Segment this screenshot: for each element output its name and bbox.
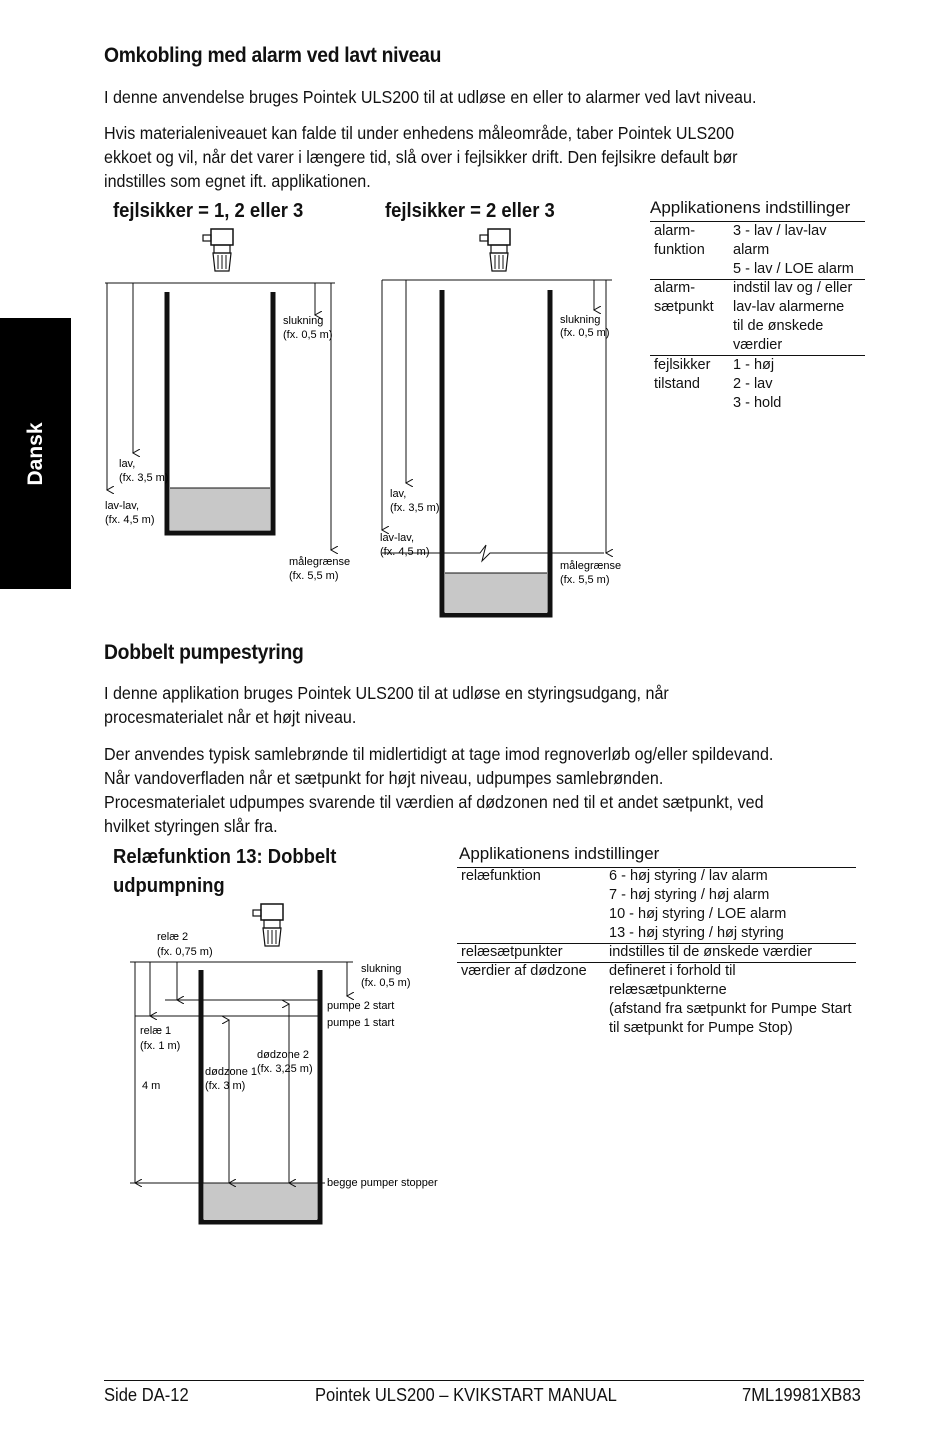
table-value: 3 - hold bbox=[733, 395, 782, 411]
text-line: indstilles som egnet ift. applikationen. bbox=[104, 171, 371, 191]
diagram3-title bbox=[113, 842, 336, 900]
diagram2-title: fejlsikker = 2 eller 3 bbox=[385, 199, 555, 222]
table-value: lav-lav alarmerne bbox=[733, 299, 845, 315]
tank-diagram-left bbox=[95, 225, 355, 595]
table-value: til de ønskede bbox=[733, 318, 824, 334]
table-value: (afstand fra sætpunkt for Pumpe Start bbox=[609, 1001, 852, 1017]
stop-label: begge pumper stopper bbox=[327, 1177, 438, 1189]
section1-paragraph2 bbox=[104, 121, 738, 193]
pumpe2-label: pumpe 2 start bbox=[327, 1000, 395, 1012]
sensor-icon bbox=[253, 904, 283, 946]
material-fill bbox=[445, 573, 547, 613]
rele1-label: relæ 1 bbox=[140, 1025, 172, 1037]
table-value: relæsætpunkterne bbox=[609, 982, 727, 998]
table-key: alarm- bbox=[654, 223, 696, 239]
table-key: fejlsikker bbox=[654, 357, 711, 373]
table-key: relæfunktion bbox=[461, 868, 541, 884]
slukning-value: (fx. 0,5 m) bbox=[560, 327, 610, 339]
lav-label: lav, bbox=[390, 488, 407, 500]
table-value: 6 - høj styring / lav alarm bbox=[609, 868, 768, 884]
table-key: relæsætpunkter bbox=[461, 944, 563, 960]
rele2-label: relæ 2 bbox=[157, 931, 189, 943]
footer-doc-number: 7ML19981XB83 bbox=[742, 1385, 861, 1405]
table-value: indstil lav og / eller bbox=[733, 280, 853, 296]
lavlav-label: lav-lav, bbox=[380, 532, 415, 544]
section2-paragraph2 bbox=[104, 742, 773, 838]
settings-table-2 bbox=[459, 844, 659, 863]
footer-title: Pointek ULS200 – KVIKSTART MANUAL bbox=[315, 1385, 617, 1405]
table-title: Applikationens indstillinger bbox=[459, 844, 660, 863]
table-value: defineret i forhold til bbox=[609, 963, 736, 979]
text-line: I denne applikation bruges Pointek ULS200 til at udløse en styringsudgang, når bbox=[104, 683, 669, 703]
table-value: 5 - lav / LOE alarm bbox=[733, 261, 854, 277]
rele2-value: (fx. 0,75 m) bbox=[157, 946, 213, 958]
text-line: Hvis materialeniveauet kan falde til under enhedens måleområde, taber Pointek ULS200 bbox=[104, 123, 735, 143]
text-line: Der anvendes typisk samlebrønde til midlertidigt at tage imod regnoverløb og/eller spildevand. bbox=[104, 744, 774, 764]
slukning-value: (fx. 0,5 m) bbox=[361, 977, 411, 989]
fourm-label: 4 m bbox=[142, 1080, 161, 1092]
malegraense-value: (fx. 5,5 m) bbox=[560, 574, 610, 586]
title-line: Relæfunktion 13: Dobbelt bbox=[113, 845, 337, 868]
table-value: 7 - høj styring / høj alarm bbox=[609, 887, 770, 903]
section2-paragraph1 bbox=[104, 681, 669, 729]
dodzone2-label: dødzone 2 bbox=[257, 1049, 309, 1061]
lav-label: lav, bbox=[119, 458, 136, 470]
pumpe1-label: pumpe 1 start bbox=[327, 1017, 395, 1029]
table-title: Applikationens indstillinger bbox=[650, 198, 851, 217]
table-value: værdier bbox=[733, 337, 783, 353]
slukning-label: slukning bbox=[361, 963, 402, 975]
slukning-label: slukning bbox=[283, 315, 324, 327]
slukning-value: (fx. 0,5 m) bbox=[283, 329, 333, 341]
table-key: funktion bbox=[654, 242, 705, 258]
text-line: Når vandoverfladen når et sætpunkt for højt niveau, udpumpes samlebrønden. bbox=[104, 768, 664, 788]
dodzone1-label: dødzone 1 bbox=[205, 1066, 257, 1078]
lav-value: (fx. 3,5 m) bbox=[390, 502, 440, 514]
table-value: 10 - høj styring / LOE alarm bbox=[609, 906, 787, 922]
malegraense-value: (fx. 5,5 m) bbox=[289, 570, 339, 582]
settings-table-1 bbox=[650, 198, 865, 217]
tank-diagram-right bbox=[372, 225, 632, 625]
material-fill bbox=[170, 488, 270, 530]
title-line: udpumpning bbox=[113, 874, 225, 897]
lavlav-label: lav-lav, bbox=[105, 500, 140, 512]
lavlav-value: (fx. 4,5 m) bbox=[380, 546, 430, 558]
slukning-label: slukning bbox=[560, 314, 601, 326]
lavlav-value: (fx. 4,5 m) bbox=[105, 514, 155, 526]
section1-heading: Omkobling med alarm ved lavt niveau bbox=[104, 44, 442, 67]
table-value: 1 - høj bbox=[733, 357, 775, 373]
dodzone1-value: (fx. 3 m) bbox=[205, 1080, 246, 1092]
table-value: indstilles til de ønskede værdier bbox=[609, 944, 813, 960]
table-key: tilstand bbox=[654, 376, 700, 392]
table-value: 13 - høj styring / høj styring bbox=[609, 925, 784, 941]
lav-value: (fx. 3,5 m) bbox=[119, 472, 169, 484]
language-tab-label: Dansk bbox=[23, 421, 47, 486]
sensor-icon bbox=[203, 229, 233, 271]
malegraense-label: målegrænse bbox=[560, 560, 622, 572]
table-key: sætpunkt bbox=[654, 299, 714, 315]
text-line: hvilket styringen slår fra. bbox=[104, 816, 278, 836]
text-line: procesmaterialet når et højt niveau. bbox=[104, 707, 357, 727]
section2-heading: Dobbelt pumpestyring bbox=[104, 641, 304, 664]
pump-tank-diagram bbox=[125, 900, 445, 1240]
table-value: 2 - lav bbox=[733, 376, 773, 392]
tank-wall bbox=[442, 290, 550, 615]
table-value: til sætpunkt for Pumpe Stop) bbox=[609, 1020, 793, 1036]
text-line: ekkoet og vil, når det varer i længere tid, slå over i fejlsikker drift. Den fejlsikre default bør bbox=[104, 147, 738, 167]
material-fill bbox=[204, 1183, 317, 1220]
table-key: værdier af dødzone bbox=[461, 963, 587, 979]
malegraense-label: målegrænse bbox=[289, 556, 351, 568]
dodzone2-value: (fx. 3,25 m) bbox=[257, 1063, 313, 1075]
text-line: Procesmaterialet udpumpes svarende til værdien af dødzonen ned til et andet sætpunkt, ved bbox=[104, 792, 764, 812]
sensor-icon bbox=[480, 229, 510, 271]
language-tab bbox=[0, 318, 71, 589]
diagram1-title: fejlsikker = 1, 2 eller 3 bbox=[113, 199, 304, 222]
table-value: 3 - lav / lav-lav bbox=[733, 223, 827, 239]
table-value: alarm bbox=[733, 242, 770, 258]
footer-page-number: Side DA-12 bbox=[104, 1385, 189, 1405]
rele1-value: (fx. 1 m) bbox=[140, 1040, 181, 1052]
section1-paragraph1: I denne anvendelse bruges Pointek ULS200 til at udløse en eller to alarmer ved lavt niveau. bbox=[104, 87, 757, 107]
table-key: alarm- bbox=[654, 280, 696, 296]
